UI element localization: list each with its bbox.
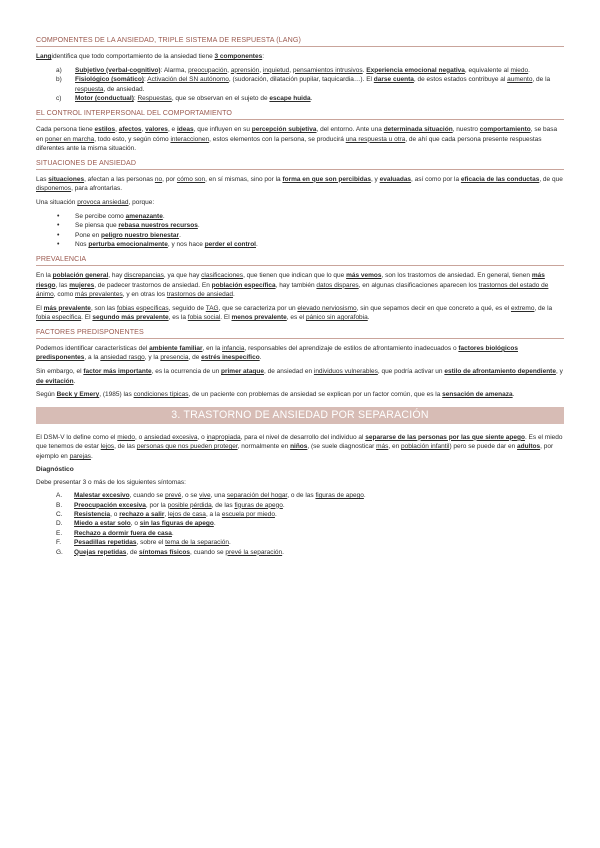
text-run: , por la [145,501,168,509]
underlined-term: no [154,175,163,183]
underlined-term: Respuestas [137,95,172,103]
text-run: , y nos hace [167,241,205,249]
underlined-term: miedo [117,433,136,441]
text-run: , [141,125,146,133]
text-run: , [259,66,263,74]
component-item: c) Motor (conductual): Respuestas, que se observan en el sujeto de escape huida. [56,95,313,103]
text-run: Se piensa que [75,222,119,230]
emphasis-term: sensación de amenaza [442,391,513,399]
text-run: , es la [168,314,188,322]
underlined-term: trastornos de ansiedad [166,291,233,299]
text-run: Podemos identificar características del [36,344,150,352]
text-run: . [90,453,93,461]
emphasis-term: escape huida [269,95,311,103]
emphasis-term: Lang [36,53,52,60]
emphasis-term: separarse de las personas por las que siente apego [365,433,525,441]
underlined-term: respuesta [75,85,104,93]
text-run: : [262,53,265,60]
emphasis-term: primer ataque [221,368,264,376]
document-page [36,36,564,561]
text-run: , e [167,125,177,133]
text-run: , son los trastornos de ansiedad. En general, tienen [381,271,532,279]
underlined-term: pánico sin agorafobia [305,314,368,322]
text-run: Sin embargo, el [36,368,84,376]
emphasis-term: más riesgo [36,271,545,289]
underlined-term: TAG [205,304,219,312]
emphasis-term: síntomas físicos [139,548,190,556]
underlined-term: fobias específicas [116,304,169,312]
situations-bullet-list [36,212,564,250]
underlined-term: lejos [100,443,115,451]
section-heading-prevalence: PREVALENCIA [36,255,564,266]
text-run: identifica que todo comportamiento de la ansiedad tiene [51,53,215,60]
text-run: : [143,76,148,84]
text-run: , para el nivel de desarrollo del individuo al [240,433,366,441]
text-run: . [310,95,313,103]
underlined-term: aumento [507,76,533,84]
text-run: , de padecer trastornos de ansiedad. En [94,281,212,289]
emphasis-term: Preocupación excesiva [74,501,146,509]
text-run: , cuando se [189,548,226,556]
text-run: Cada persona tiene [36,125,95,133]
underlined-term: presencia [160,354,189,362]
underlined-term: prevé la separación [225,548,283,556]
symptom-item: D. Miedo a estar solo, o sin las figuras de apego. [56,520,216,528]
emphasis-term: perturba emocionalmente [88,241,168,249]
section-heading-factors: FACTORES PREDISPONENTES [36,328,564,339]
text-run: , nuestro [452,125,480,133]
emphasis-term: estilo de afrontamiento dependiente [444,368,556,376]
component-item: b) Fisiológico (somático): Activación del SN autónomo, (sudoración, dilatación pupilar, taquicardia…). El darse cuenta, de estos estados contribuye al aumento, de la respuesta, de ansiedad. [56,76,551,93]
text-run: , de [188,354,202,362]
emphasis-term: mujeres [69,281,95,289]
emphasis-term: población específica [211,281,276,289]
text-run: , [289,66,293,74]
text-run: , sin que sepamos decir en que concreto a qué, es el [356,304,511,312]
text-run: , a la [205,511,222,519]
bullet-item: • Nos perturba emocionalmente, y nos hace perder el control. [57,241,258,249]
text-run: El DSM-V lo define como el [36,433,118,441]
underlined-term: posible pérdida [167,501,212,509]
text-run: , equivalente al [464,66,511,74]
emphasis-term: peligro nuestro bienestar [101,231,180,239]
text-run: Las [36,175,49,183]
underlined-term: datos dispares [316,281,359,289]
text-run: , hay [108,271,125,279]
text-run: , de [126,548,140,556]
text-run: ) pero se puede dar en [449,443,518,451]
underlined-term: población infantil [401,443,450,451]
text-run: , que se observan en el sujeto de [171,95,270,103]
diagnosis-subheading: Diagnóstico [36,465,74,473]
text-run: , sobre el [136,539,166,547]
underlined-term: figuras de apego [315,492,364,500]
text-run: . [232,291,235,299]
text-run: , y [555,368,563,376]
text-run: , de ansiedad en [264,368,314,376]
text-run: , [164,511,168,519]
text-run: El [36,304,44,312]
prevalence-paragraph [36,304,564,323]
underlined-term: Activación del SN autónomo [147,76,229,84]
underlined-term: preocupación [188,66,228,74]
section-heading-interpersonal: EL CONTROL INTERPERSONAL DEL COMPORTAMIENTO [36,109,564,120]
underlined-term: tema de la separación [165,539,230,547]
emphasis-term: evaluadas [379,175,412,183]
component-item: a) Subjetivo (verbal-cognitivo): Alarma, preocupación, aprensión, inquietud, pensamientos intrusivos. Experiencia emocional negativa, equivalente al miedo. [56,66,530,74]
emphasis-term: de evitación [36,377,74,385]
text-run: En la [36,271,53,279]
components-list [36,66,564,104]
diagnosis-lead [36,478,564,488]
underlined-term: poner en marcha [45,135,95,143]
text-run: , de ahí que cada persona presente respuestas diferentes ante la misma situación. [36,135,542,153]
section-heading-situations: SITUACIONES DE ANSIEDAD [36,159,564,170]
text-run: , afectan a las personas [84,175,155,183]
text-run: , una [210,492,227,500]
emphasis-term: Motor (conductual) [75,95,134,103]
text-run: , de estos estados contribuye al [413,76,508,84]
lang-intro-paragraph [36,52,564,62]
underlined-term: disponemos [36,185,72,193]
text-run: , del entorno. Ante una [316,125,384,133]
text-run: , de las [211,501,235,509]
bullet-item: • Pone en peligro nuestro bienestar. [57,231,181,239]
underlined-term: prevé [165,492,182,500]
text-run: , o se [181,492,200,500]
underlined-term: miedo [510,66,529,74]
text-run: . [259,354,262,362]
situations-lead [36,198,564,208]
text-run: , de que [539,175,563,183]
text-run: , que tienen que indican que lo que [243,271,347,279]
separation-paragraph [36,433,564,462]
text-run: . [367,314,370,322]
underlined-term: pensamientos intrusivos [292,66,363,74]
underlined-term: vive [199,492,211,500]
text-run: , y la [144,354,161,362]
underlined-term: personas que nos pueden proteger [136,443,238,451]
emphasis-term: sin las figuras de apego [139,520,214,528]
text-run: . [274,511,277,519]
text-run: . [197,222,200,230]
prevalence-paragraph [36,271,564,300]
emphasis-term: Fisiológico (somático) [75,76,144,84]
emphasis-term: segundo más prevalente [92,314,169,322]
emphasis-term: niños [290,443,308,451]
text-run: , [227,66,231,74]
underlined-term: parejas [69,453,91,461]
emphasis-term: rechazo a salir [119,511,165,519]
underlined-term: trastornos del estado de ánimo [36,281,549,299]
factors-paragraph [36,390,564,400]
text-run: , normalmente en [237,443,291,451]
emphasis-term: Resistencia [74,511,111,519]
interpersonal-paragraph [36,125,564,154]
emphasis-term: determinada situación [383,125,453,133]
text-run: . [256,241,258,249]
underlined-term: ansiedad rasgo [100,354,145,362]
text-run: . [171,529,174,537]
underlined-term: ansiedad excesiva [144,433,198,441]
emphasis-term: afectos [118,125,142,133]
text-run: Nos [75,241,89,249]
text-run: , en sí mismas, sino por la [205,175,283,183]
text-run: , de ansiedad. [103,85,145,93]
text-run: Pone en [75,231,102,239]
text-run: . [73,377,76,385]
text-run: . [528,66,530,74]
underlined-term: extremo [510,304,535,312]
underlined-term: discrepancias [124,271,164,279]
emphasis-term: forma en que son percibidas [282,175,371,183]
symptom-item: A. Malestar excesivo, cuando se prevé, o se vive, una separación del hogar, o de las figuras de apego. [56,492,366,500]
text-run: . [229,539,231,547]
symptom-item: B. Preocupación excesiva, por la posible pérdida, de las figuras de apego. [56,501,285,509]
underlined-term: interaccionen [170,135,210,143]
underlined-term: cómo son [176,175,206,183]
symptom-item: C. Resistencia, o rechazo a salir, lejos de casa, a la escuela por miedo. [56,511,277,519]
underlined-term: individuos vulnerables [313,368,378,376]
text-run: . [282,501,285,509]
text-run: , es la ocurrencia de un [151,368,221,376]
text-run: , responsables del aprendizaje de estilos de afrontamiento inadecuados o [244,344,459,352]
text-run: , para afrontarlas. [71,185,123,193]
emphasis-term: percepción subjetiva [251,125,317,133]
underlined-term: más [376,443,389,451]
emphasis-term: menos prevalente [231,314,287,322]
text-run: , de la [534,304,553,312]
underlined-term: figuras de apego [234,501,283,509]
underlined-term: fobia específica [36,314,82,322]
emphasis-term: factor más importante [83,368,152,376]
text-run: , son las [90,304,117,312]
emphasis-term: darse cuenta [373,76,414,84]
text-run: , (1985) las [99,391,134,399]
text-run: . [282,548,284,556]
emphasis-term: Miedo a estar solo [74,520,131,528]
text-run: , que influyen en su [193,125,252,133]
emphasis-term: Subjetivo (verbal-cognitivo) [75,66,161,74]
text-run: , de un paciente con problemas de ansiedad se explican por un factor común, que es la [188,391,443,399]
text-run: . El [220,314,232,322]
text-run: , que se caracteriza por un [218,304,298,312]
underlined-term: aprensión [230,66,260,74]
symptom-item: E. Rechazo a dormir fuera de casa. [56,529,174,537]
text-run: , [115,125,119,133]
symptoms-list [36,491,564,557]
bullet-item: • Se percibe como amenazante. [57,212,165,220]
text-run: , en [388,443,401,451]
emphasis-term: factores biológicos predisponentes [36,344,518,362]
text-run: : Alarma, [160,66,189,74]
text-run: Una situación [36,198,78,206]
text-run: , (se suele diagnosticar [307,443,377,451]
text-run: , las [55,281,70,289]
text-run: , y [370,175,380,183]
text-run: , de la [532,76,551,84]
text-run: , es el [286,314,306,322]
emphasis-term: ideas [176,125,194,133]
bullet-item: • Se piensa que rebasa nuestros recursos. [57,222,200,230]
emphasis-term: perder el control [204,241,256,249]
text-run: , en algunas clasificaciones aparecen los [358,281,479,289]
emphasis-term: población general [52,271,109,279]
emphasis-term: ambiente familiar [149,344,203,352]
emphasis-term: eficacia de las conductas [460,175,540,183]
text-run: , o [110,511,120,519]
emphasis-term: más vemos [346,271,382,279]
emphasis-term: amenazante [125,212,163,220]
underlined-term: una respuesta u otra [345,135,406,143]
text-run: , o de las [287,492,316,500]
emphasis-term: 3 componentes [214,53,263,60]
text-run: , todo esto, y según cómo [94,135,171,143]
underlined-term: más prevalentes [75,291,123,299]
text-run: Debe presentar 3 o más de los siguientes síntomas: [36,478,186,486]
text-run: , ya que hay [163,271,202,279]
emphasis-term: Rechazo a dormir fuera de casa [74,529,172,537]
emphasis-term: Experiencia emocional negativa [366,66,465,74]
text-run: . [162,212,165,220]
emphasis-term: Quejas repetidas [74,548,127,556]
text-run: , en la [202,344,223,352]
text-run: , a la [84,354,101,362]
text-run: , o [197,433,207,441]
underlined-term: inquietud [262,66,290,74]
emphasis-term: Pesadillas repetidas [74,539,137,547]
text-run: , se basa en [36,125,558,143]
emphasis-term: más prevalente [43,304,91,312]
underlined-term: lejos de casa [167,511,206,519]
text-run: Se percibe como [75,212,126,220]
emphasis-term: estrés inespecífico [201,354,260,362]
emphasis-term: comportamiento [479,125,531,133]
underlined-term: provoca ansiedad [77,198,129,206]
text-run: , cuando se [129,492,166,500]
text-run: . [363,492,366,500]
text-run: . El [81,314,93,322]
emphasis-term: Malestar excesivo [74,492,130,500]
text-run: , o [130,520,140,528]
text-run: , o [135,433,145,441]
text-run: : [133,95,138,103]
emphasis-term: valores [145,125,168,133]
underlined-term: elevado nerviosismo [297,304,357,312]
factors-paragraph [36,344,564,363]
emphasis-term: rebasa nuestros recursos [118,222,198,230]
text-run: , por [162,175,177,183]
factors-paragraph [36,367,564,386]
text-run: , seguido de [168,304,206,312]
symptom-item: G. Quejas repetidas, de síntomas físicos, cuando se prevé la separación. [56,548,284,556]
emphasis-term: estilos [94,125,116,133]
emphasis-term: adultos [517,443,541,451]
underlined-term: infancia [222,344,245,352]
text-run: . [362,66,367,74]
text-run: , (sudoración, dilatación pupilar, taquicardia…). El [228,76,374,84]
symptom-item: F. Pesadillas repetidas, sobre el tema de la separación. [56,539,231,547]
text-run: , como [53,291,76,299]
text-run: . Es el miedo que tenemos de estar [36,433,563,451]
text-run: . [512,391,515,399]
underlined-term: separación del hogar [226,492,288,500]
text-run: Según [36,391,57,399]
text-run: , de las [114,443,137,451]
emphasis-term: Beck y Emery [56,391,100,399]
text-run: , estos elementos con la persona, se producirá [209,135,346,143]
underlined-term: inapropiada [206,433,241,441]
situations-paragraph [36,175,564,194]
underlined-term: escuela por miedo [221,511,275,519]
text-run: , que podría activar un [377,368,445,376]
underlined-term: fobia social [187,314,221,322]
text-run: , hay también [275,281,317,289]
underlined-term: clasificaciones [201,271,244,279]
text-run: , porque: [128,198,155,206]
emphasis-term: situaciones [48,175,85,183]
chapter-banner: 3. TRASTORNO DE ANSIEDAD POR SEPARACIÓN [36,407,564,424]
text-run: . [213,520,216,528]
text-run: . [179,231,181,239]
text-run: , y en otras los [122,291,167,299]
section-heading-components: COMPONENTES DE LA ANSIEDAD, TRIPLE SISTEMA DE RESPUESTA (LANG) [36,36,564,47]
text-run: , por ejemplo en [36,443,554,461]
text-run: , así como por la [411,175,461,183]
underlined-term: condiciones típicas [133,391,189,399]
